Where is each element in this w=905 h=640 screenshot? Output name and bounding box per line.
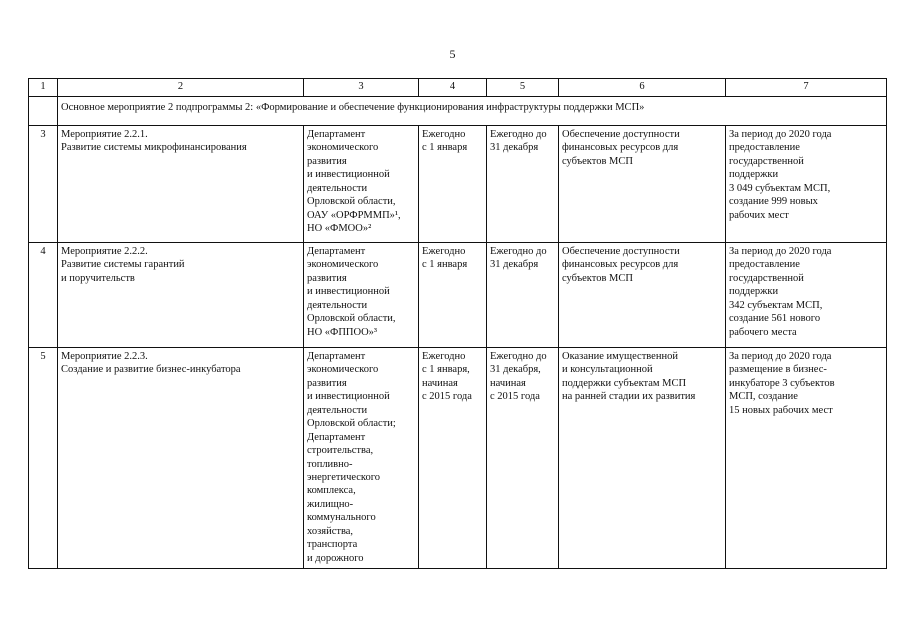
start-date-cell: Ежегодно с 1 января, начиная с 2015 года: [419, 348, 487, 569]
event-cell: Мероприятие 2.2.1. Развитие системы микрофинансирования: [58, 126, 304, 243]
result-cell: За период до 2020 года предоставление государственной поддержки 3 049 субъектам МСП, создание 999 новых рабочих мест: [726, 126, 887, 243]
table-row: [29, 126, 887, 243]
section-title: Основное мероприятие 2 подпрограммы 2: «Формирование и обеспечение функционирования инфраструктуры поддержки МСП»: [58, 97, 887, 126]
header-cell-4: 4: [419, 79, 487, 97]
header-cell-2: 2: [58, 79, 304, 97]
table-row: [29, 348, 887, 569]
table-row: [29, 243, 887, 348]
result-cell: За период до 2020 года размещение в бизнес- инкубаторе 3 субъектов МСП, создание 15 новых рабочих мест: [726, 348, 887, 569]
page-number: 5: [449, 47, 456, 61]
executor-cell: Департамент экономического развития и инвестиционной деятельности Орловской области; Департамент строительства, топливно- энергетического комплекса, жилищно- коммунального хозяйства, транспорта и дорожного: [304, 348, 419, 569]
end-date-cell: Ежегодно до 31 декабря: [487, 243, 559, 348]
executor-cell: Департамент экономического развития и инвестиционной деятельности Орловской области, НО «ФППОО»³: [304, 243, 419, 348]
header-row: [29, 79, 887, 97]
header-cell-7: 7: [726, 79, 887, 97]
result-cell: За период до 2020 года предоставление государственной поддержки 342 субъектам МСП, создание 561 нового рабочего места: [726, 243, 887, 348]
executor-cell: Департамент экономического развития и инвестиционной деятельности Орловской области, ОАУ «ОРФРММП»¹, НО «ФМОО»²: [304, 126, 419, 243]
row-number: 5: [29, 348, 58, 569]
header-cell-3: 3: [304, 79, 419, 97]
start-date-cell: Ежегодно с 1 января: [419, 126, 487, 243]
header-cell-1: 1: [29, 79, 58, 97]
row-number: 4: [29, 243, 58, 348]
row-number: 3: [29, 126, 58, 243]
event-cell: Мероприятие 2.2.3. Создание и развитие бизнес-инкубатора: [58, 348, 304, 569]
program-table: [28, 78, 887, 569]
end-date-cell: Ежегодно до 31 декабря: [487, 126, 559, 243]
content-cell: Оказание имущественной и консультационной поддержки субъектам МСП на ранней стадии их развития: [559, 348, 726, 569]
header-cell-6: 6: [559, 79, 726, 97]
header-cell-5: 5: [487, 79, 559, 97]
end-date-cell: Ежегодно до 31 декабря, начиная с 2015 года: [487, 348, 559, 569]
event-cell: Мероприятие 2.2.2. Развитие системы гарантий и поручительств: [58, 243, 304, 348]
content-cell: Обеспечение доступности финансовых ресурсов для субъектов МСП: [559, 243, 726, 348]
section-row: [29, 97, 887, 126]
start-date-cell: Ежегодно с 1 января: [419, 243, 487, 348]
section-empty-cell: [29, 97, 58, 126]
content-cell: Обеспечение доступности финансовых ресурсов для субъектов МСП: [559, 126, 726, 243]
